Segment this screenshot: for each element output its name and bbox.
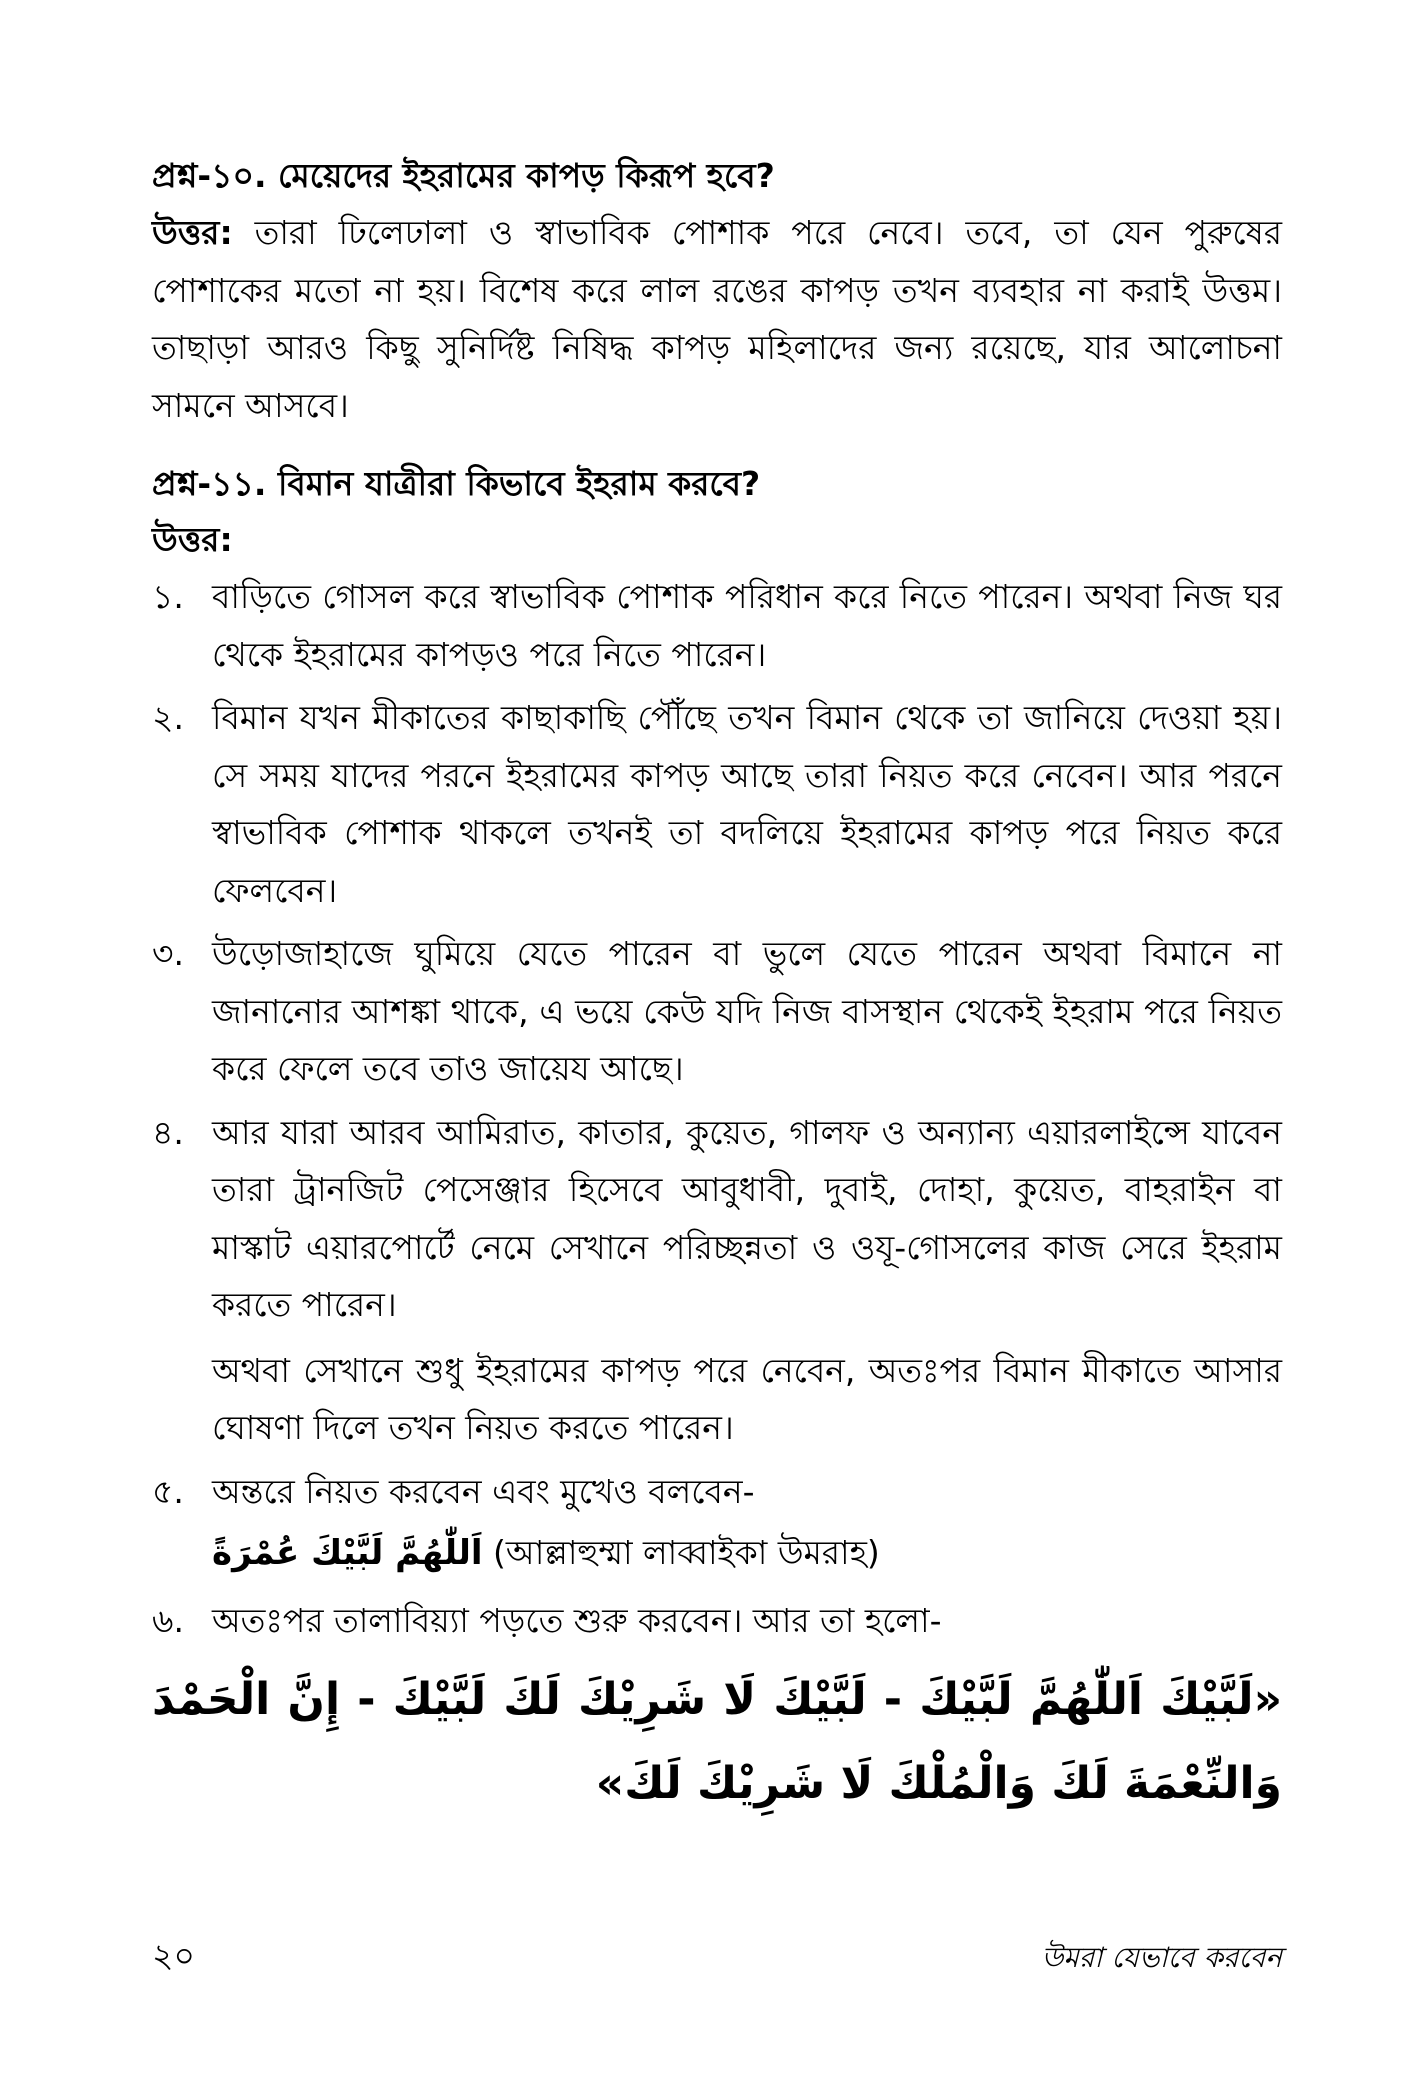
item-text: বাড়িতে গোসল করে স্বাভাবিক পোশাক পরিধান করে নিতে পারেন। অথবা নিজ ঘর থেকে ইহরামের কাপড়ও পরে নিতে পারেন। — [212, 577, 1282, 674]
list-item-4 — [152, 1104, 1282, 1457]
item-text-continued: অথবা সেখানে শুধু ইহরামের কাপড় পরে নেবেন, অতঃপর বিমান মীকাতে আসার ঘোষণা দিলে তখন নিয়ত করতে পারেন। — [212, 1350, 1282, 1447]
transliteration: (আল্লাহুম্মা লাব্বাইকা উমরাহ) — [493, 1533, 880, 1572]
list-item-1 — [152, 568, 1282, 683]
page-footer — [152, 1930, 1282, 1986]
page-content — [152, 148, 1282, 1826]
list-item-5 — [152, 1463, 1282, 1587]
item-text: অতঃপর তালাবিয়্যা পড়তে শুরু করবেন। আর তা হলো- — [212, 1601, 942, 1640]
item-number: ১. — [152, 577, 184, 616]
item-text: বিমান যখন মীকাতের কাছাকাছি পৌঁছে তখন বিমান থেকে তা জানিয়ে দেওয়া হয়। সে সময় যাদের পরনে ইহরামের কাপড় আছে তারা নিয়ত করে নেবেন। আর পরনে স্বাভাবিক পোশাক থাকলে তখনই তা বদলিয়ে ইহরামের কাপড় পরে নিয়ত করে ফেলবেন। — [212, 698, 1282, 910]
section-gap — [152, 434, 1282, 456]
list-item-6 — [152, 1592, 1282, 1650]
item-number: ৫. — [152, 1471, 184, 1511]
list-item-3 — [152, 925, 1282, 1098]
page-number: ২০ — [152, 1936, 195, 1975]
running-title: উমরা যেভাবে করবেন — [1041, 1941, 1282, 1974]
item-text: উড়োজাহাজে ঘুমিয়ে যেতে পারেন বা ভুলে যেতে পারেন অথবা বিমানে না জানানোর আশঙ্কা থাকে, এ ভয়ে কেউ যদি নিজ বাসস্থান থেকেই ইহরাম পরে নিয়ত করে ফেলে তবে তাও জায়েয আছে। — [212, 934, 1282, 1088]
item-text: অন্তরে নিয়ত করবেন এবং মুখেও বলবেন- — [212, 1471, 755, 1511]
item-number: ৬. — [152, 1601, 184, 1640]
question-10-answer — [152, 204, 1282, 434]
item-text: আর যারা আরব আমিরাত, কাতার, কুয়েত, গালফ ও অন্যান্য এয়ারলাইন্সে যাবেন তারা ট্রানজিট পেসেঞ্জার হিসেবে আবুধাবী, দুবাই, দোহা, কুয়েত, বাহরাইন বা মাস্কাট এয়ারপোর্টে নেমে সেখানে পরিচ্ছন্নতা ও ওযূ-গোসলের কাজ সেরে ইহরাম করতে পারেন। — [212, 1112, 1282, 1324]
question-11-answer-label: উত্তর: — [152, 520, 233, 559]
item-number: ৪. — [152, 1112, 184, 1152]
item-number: ২. — [152, 698, 184, 737]
arabic-intention: اَللّٰهُمَّ لَبَّيْكَ عُمْرَةً — [212, 1533, 483, 1573]
answer-text: তারা ঢিলেঢালা ও স্বাভাবিক পোশাক পরে নেবে। তবে, তা যেন পুরুষের পোশাকের মতো না হয়। বিশেষ করে লাল রঙের কাপড় তখন ব্যবহার না করাই উত্তম। তাছাড়া আরও কিছু সুনির্দিষ্ট নিষিদ্ধ কাপড় মহিলাদের জন্য রয়েছে, যার আলোচনা সামনে আসবে। — [152, 213, 1282, 425]
item-number: ৩. — [152, 934, 184, 973]
answer-label: উত্তর: — [152, 213, 233, 252]
talbiya-arabic: «لَبَّيْكَ اَللّٰهُمَّ لَبَّيْكَ - لَبَّيْكَ لَا شَرِيْكَ لَكَ لَبَّيْكَ - إِنَّ الْحَمْدَ وَالنِّعْمَةَ لَكَ وَالْمُلْكَ لَا شَرِيْكَ لَكَ» — [152, 1673, 1282, 1809]
question-11-title: প্রশ্ন-১১. বিমান যাত্রীরা কিভাবে ইহরাম করবে? — [152, 464, 761, 503]
question-10-title: প্রশ্ন-১০. মেয়েদের ইহরামের কাপড় কিরূপ হবে? — [152, 156, 775, 195]
list-item-2 — [152, 689, 1282, 919]
umrah-intention-line — [212, 1520, 1282, 1586]
